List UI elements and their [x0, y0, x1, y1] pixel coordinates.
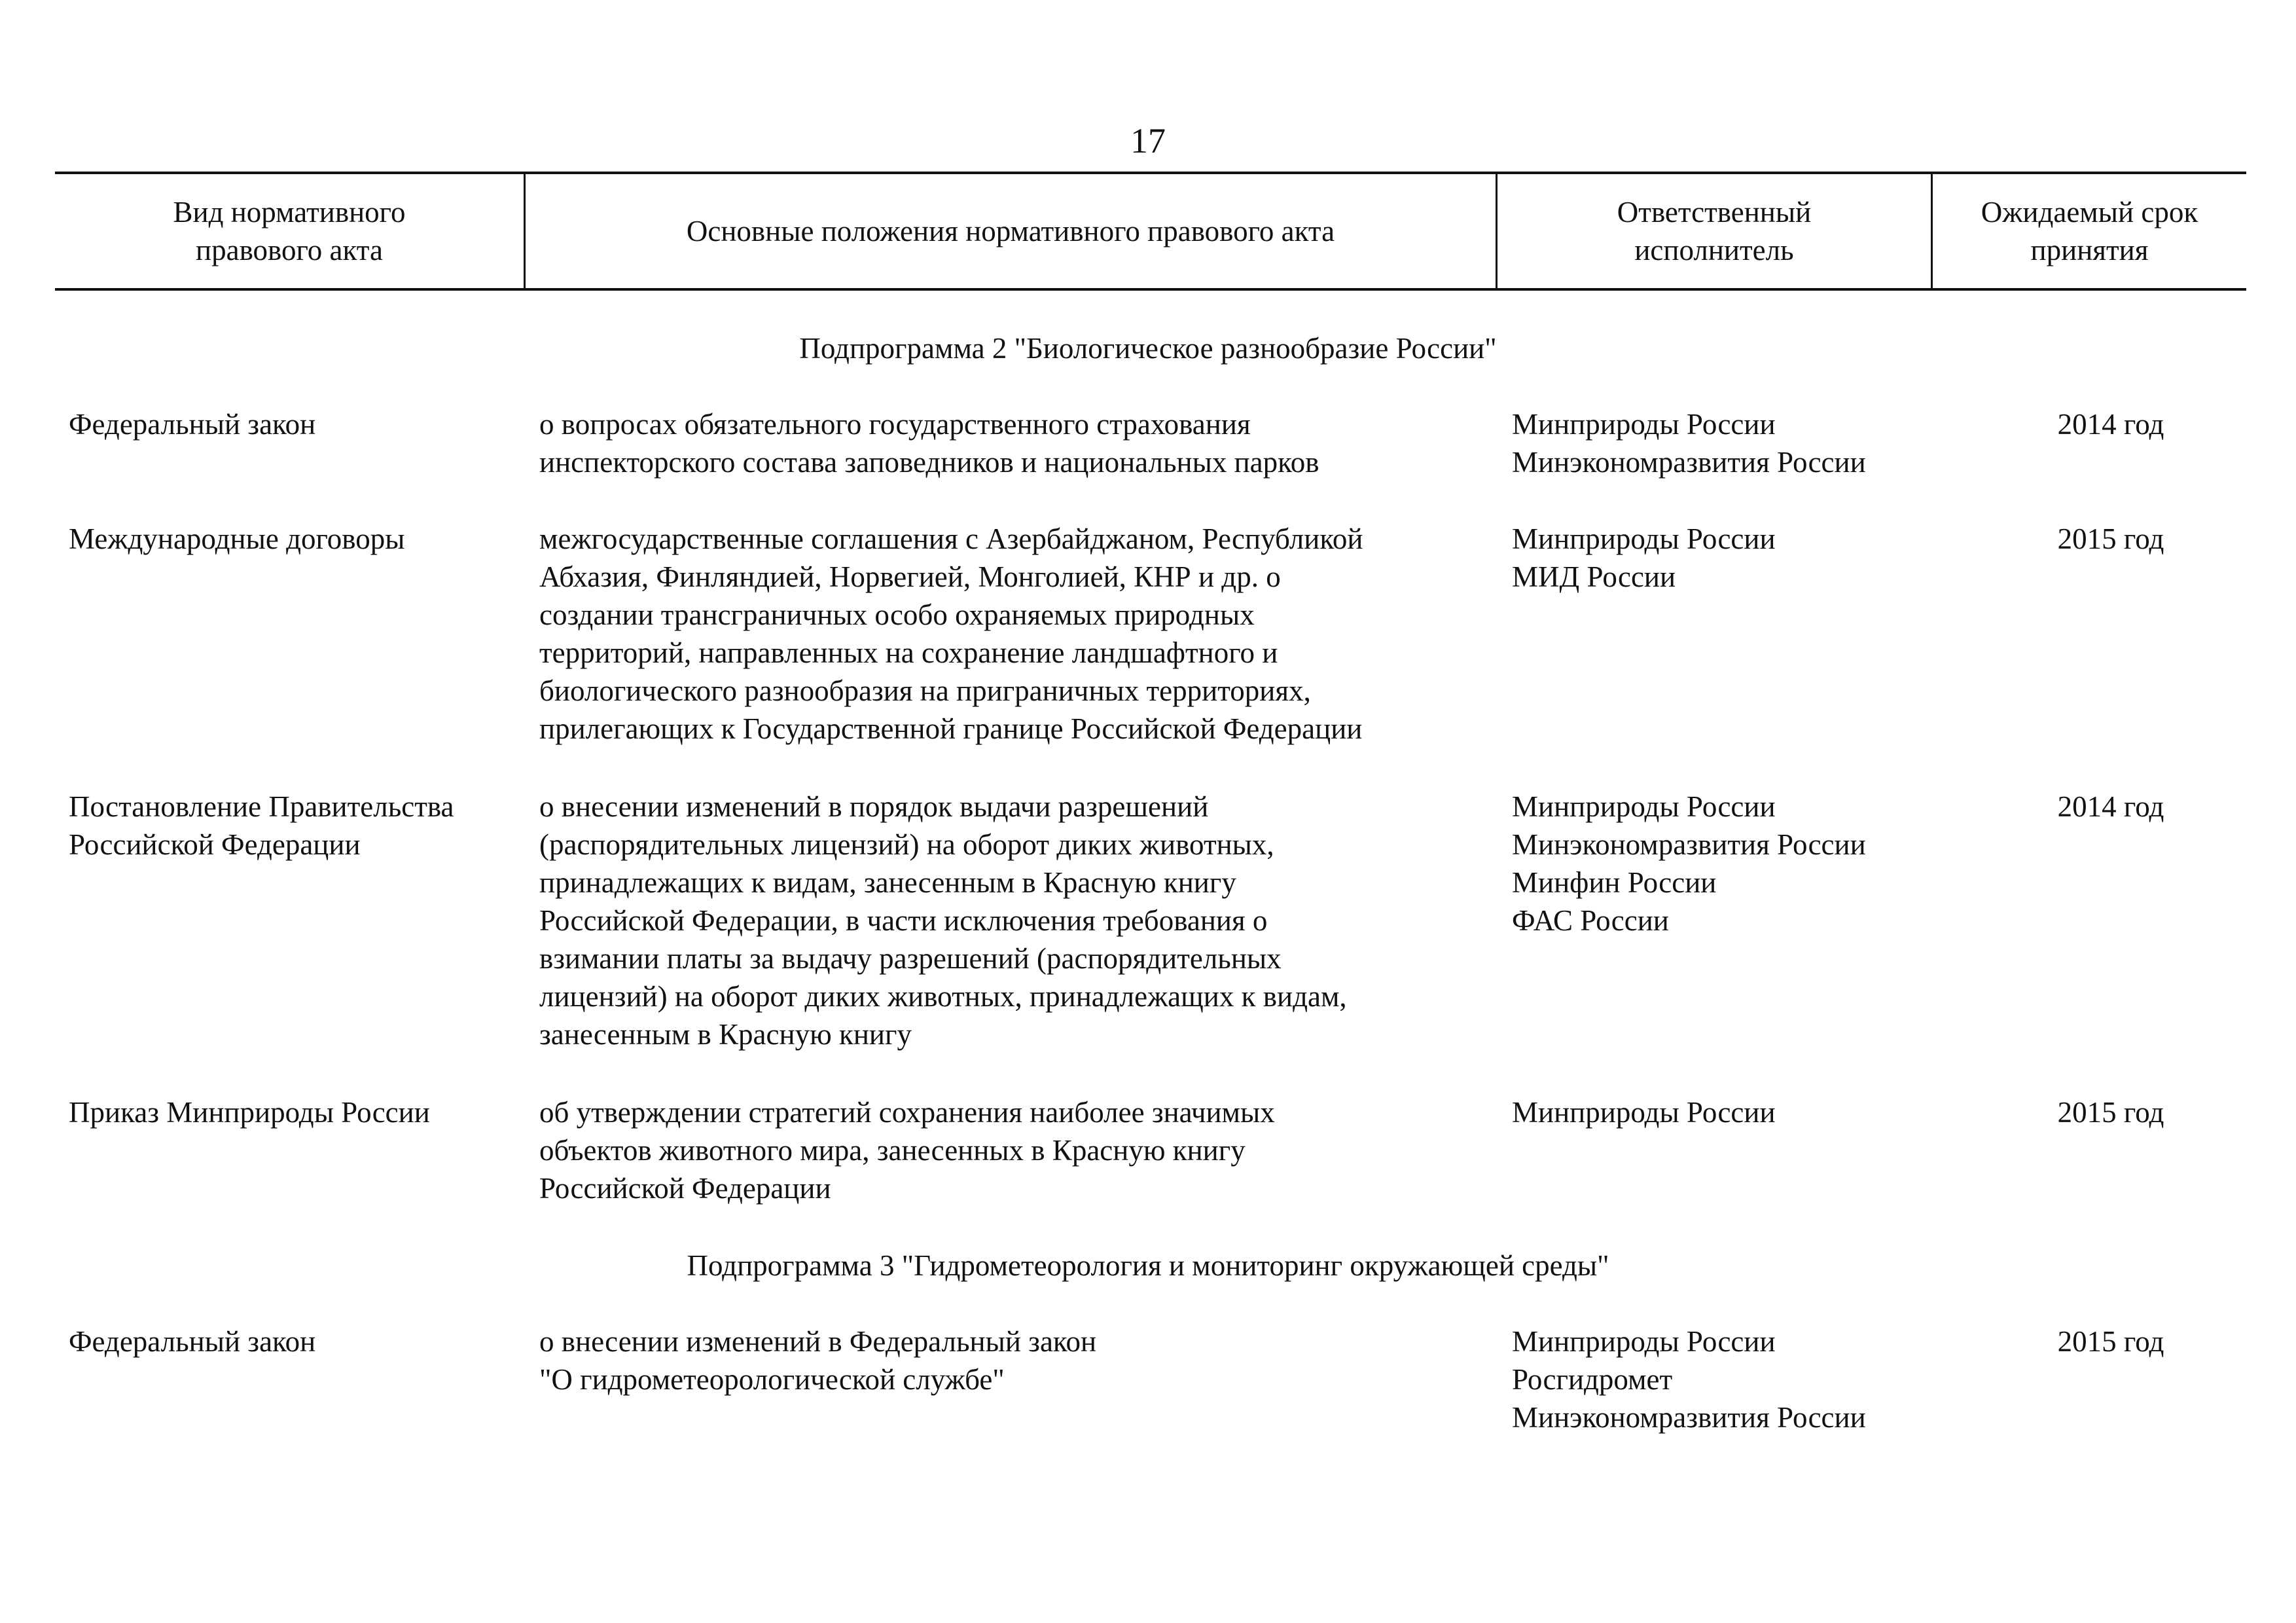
column-header-executor: Ответственный исполнитель: [1617, 196, 1812, 266]
page-number: 17: [1130, 121, 1166, 160]
act-executor: Минприроды России МИД России: [1512, 522, 1776, 593]
act-deadline: 2014 год: [2057, 408, 2164, 441]
act-deadline: 2015 год: [2057, 1325, 2164, 1358]
act-content: о внесении изменений в Федеральный закон "О гидрометеорологической службе": [539, 1325, 1097, 1396]
section-title: Подпрограмма 2 "Биологическое разнообразие России": [799, 332, 1497, 365]
act-content: межгосударственные соглашения с Азербайджаном, Республикой Абхазия, Финляндией, Норвегией, Монголией, КНР и др. о создании трансграничных особо охраняемых природных территорий, направленных на сохранение ландшафтного и биологического разнообразия на приграничных территориях, прилегающих к Государственной границе Российской Федерации: [539, 522, 1363, 745]
section-title: Подпрограмма 3 "Гидрометеорология и мониторинг окружающей среды": [687, 1249, 1609, 1282]
act-deadline: 2015 год: [2057, 1096, 2164, 1129]
act-executor: Минприроды России Минэкономразвития России: [1512, 408, 1866, 479]
act-type: Приказ Минприроды России: [69, 1096, 430, 1129]
act-deadline: 2014 год: [2057, 790, 2164, 823]
act-type: Федеральный закон: [69, 1325, 316, 1358]
column-header-deadline: Ожидаемый срок принятия: [1981, 196, 2198, 266]
act-deadline: 2015 год: [2057, 522, 2164, 555]
act-type: Постановление Правительства Российской Федерации: [69, 790, 454, 861]
act-content: о внесении изменений в порядок выдачи разрешений (распорядительных лицензий) на оборот диких животных, принадлежащих к видам, занесенным в Красную книгу Российской Федерации, в части исключения требования о взимании платы за выдачу разрешений (распорядительных лицензий) на оборот диких животных, принадлежащих к видам, занесенным в Красную книгу: [539, 790, 1347, 1051]
column-header-type: Вид нормативного правового акта: [173, 196, 406, 266]
act-executor: Минприроды России: [1512, 1096, 1776, 1129]
act-type: Федеральный закон: [69, 408, 316, 441]
act-content: о вопросах обязательного государственного страхования инспекторского состава заповедников и национальных парков: [539, 408, 1319, 479]
act-content: об утверждении стратегий сохранения наиболее значимых объектов животного мира, занесенных в Красную книгу Российской Федерации: [539, 1096, 1275, 1205]
column-header-content: Основные положения нормативного правового акта: [686, 215, 1335, 247]
act-type: Международные договоры: [69, 522, 405, 555]
act-executor: Минприроды России Минэкономразвития России Минфин России ФАС России: [1512, 790, 1866, 937]
act-executor: Минприроды России Росгидромет Минэкономразвития России: [1512, 1325, 1866, 1434]
